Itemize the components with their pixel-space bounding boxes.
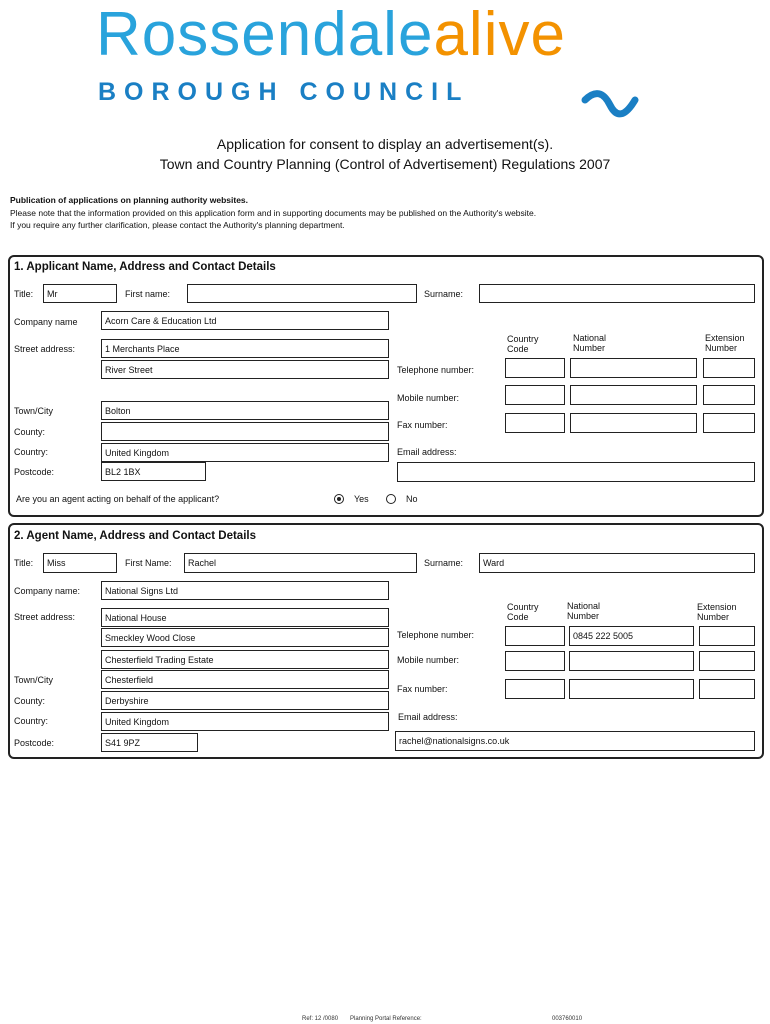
applicant-country-label: Country:	[14, 447, 49, 457]
logo-name-main: Rossendale	[96, 0, 434, 69]
applicant-telephone-extension[interactable]	[703, 358, 755, 378]
agent-yes-radio[interactable]	[334, 494, 344, 504]
applicant-postcode-input[interactable]: BL2 1BX	[101, 462, 206, 481]
applicant-postcode-label: Postcode:	[14, 467, 55, 477]
agent-mobile-country-code[interactable]	[505, 651, 565, 671]
agent-street-label: Street address:	[14, 612, 76, 622]
agent-section-title: 2. Agent Name, Address and Contact Details	[14, 530, 256, 542]
agent-fax-national[interactable]	[569, 679, 694, 699]
agent-no-label: No	[406, 494, 418, 504]
applicant-fax-extension[interactable]	[703, 413, 755, 433]
applicant-telephone-national[interactable]	[570, 358, 697, 378]
agent-country-input[interactable]: United Kingdom	[101, 712, 389, 731]
agent-telephone-label: Telephone number:	[397, 630, 475, 640]
applicant-mobile-country-code[interactable]	[505, 385, 565, 405]
applicant-fax-label: Fax number:	[397, 420, 448, 430]
applicant-section-title: 1. Applicant Name, Address and Contact Details	[14, 261, 276, 273]
agent-telephone-extension[interactable]	[699, 626, 755, 646]
logo-swoosh-icon	[580, 80, 640, 130]
applicant-email-label: Email address:	[397, 447, 457, 457]
agent-first-name-input[interactable]: Rachel	[184, 553, 417, 573]
agent-telephone-national[interactable]: 0845 222 5005	[569, 626, 694, 646]
applicant-surname-input[interactable]	[479, 284, 755, 303]
applicant-company-label: Company name	[14, 317, 78, 327]
agent-email-label: Email address:	[398, 712, 458, 722]
applicant-col-country-code: Country Code	[507, 334, 539, 354]
applicant-county-input[interactable]	[101, 422, 389, 441]
applicant-fax-country-code[interactable]	[505, 413, 565, 433]
applicant-email-input[interactable]	[397, 462, 755, 482]
applicant-title-input[interactable]: Mr	[43, 284, 117, 303]
agent-postcode-label: Postcode:	[14, 738, 55, 748]
applicant-fax-national[interactable]	[570, 413, 697, 433]
notice-line-2: If you require any further clarification, please contact the Authority's planning department.	[10, 220, 345, 230]
agent-col-national-number: National Number	[567, 601, 601, 621]
page-subtitle: Town and Country Planning (Control of Advertisement) Regulations 2007	[159, 156, 611, 172]
applicant-company-input[interactable]: Acorn Care & Education Ltd	[101, 311, 389, 330]
agent-town-label: Town/City	[14, 675, 54, 685]
applicant-country-input[interactable]: United Kingdom	[101, 443, 389, 462]
agent-town-input[interactable]: Chesterfield	[101, 670, 389, 689]
applicant-telephone-country-code[interactable]	[505, 358, 565, 378]
applicant-mobile-national[interactable]	[570, 385, 697, 405]
agent-question: Are you an agent acting on behalf of the applicant?	[16, 494, 220, 504]
agent-title-label: Title:	[14, 558, 34, 568]
agent-county-input[interactable]: Derbyshire	[101, 691, 389, 710]
logo-subtitle: BOROUGH COUNCIL	[98, 78, 470, 106]
agent-street-line3-input[interactable]: Chesterfield Trading Estate	[101, 650, 389, 669]
agent-company-input[interactable]: National Signs Ltd	[101, 581, 389, 600]
applicant-surname-label: Surname:	[424, 289, 464, 299]
agent-telephone-country-code[interactable]	[505, 626, 565, 646]
applicant-mobile-label: Mobile number:	[397, 393, 460, 403]
agent-company-label: Company name:	[14, 586, 81, 596]
applicant-first-name-input[interactable]	[187, 284, 417, 303]
logo-wordmark	[96, 0, 566, 69]
applicant-town-input[interactable]: Bolton	[101, 401, 389, 420]
agent-mobile-national[interactable]	[569, 651, 694, 671]
agent-fax-country-code[interactable]	[505, 679, 565, 699]
agent-street-line2-input[interactable]: Smeckley Wood Close	[101, 628, 389, 647]
applicant-col-extension-number: Extension Number	[705, 333, 745, 353]
agent-country-label: Country:	[14, 716, 49, 726]
applicant-telephone-label: Telephone number:	[397, 365, 475, 375]
applicant-first-name-label: First name:	[125, 289, 171, 299]
agent-surname-input[interactable]: Ward	[479, 553, 755, 573]
agent-yes-label: Yes	[354, 494, 369, 504]
applicant-col-national-number: National Number	[573, 333, 607, 353]
logo-name-accent: alive	[433, 0, 566, 69]
page-title: Application for consent to display an advertisement(s).	[216, 136, 554, 152]
footer-portal-ref: 003760010	[552, 1016, 583, 1022]
footer-portal-label: Planning Portal Reference:	[350, 1016, 422, 1022]
applicant-street-line1-input[interactable]: 1 Merchants Place	[101, 339, 389, 358]
agent-surname-label: Surname:	[424, 558, 464, 568]
applicant-town-label: Town/City	[14, 406, 54, 416]
applicant-street-line2-input[interactable]: River Street	[101, 360, 389, 379]
agent-street-line1-input[interactable]: National House	[101, 608, 389, 627]
footer-ref: Ref: 12 /0080	[302, 1016, 339, 1022]
agent-first-name-label: First Name:	[125, 558, 172, 568]
agent-title-input[interactable]: Miss	[43, 553, 117, 573]
applicant-title-label: Title:	[14, 289, 34, 299]
agent-mobile-label: Mobile number:	[397, 655, 460, 665]
notice-line-1: Please note that the information provided on this application form and in supporting documents may be published on the Authority's website.	[10, 208, 537, 218]
applicant-mobile-extension[interactable]	[703, 385, 755, 405]
agent-fax-extension[interactable]	[699, 679, 755, 699]
agent-mobile-extension[interactable]	[699, 651, 755, 671]
notice-heading: Publication of applications on planning authority websites.	[10, 195, 249, 205]
agent-postcode-input[interactable]: S41 9PZ	[101, 733, 198, 752]
agent-no-radio[interactable]	[386, 494, 396, 504]
applicant-street-label: Street address:	[14, 344, 76, 354]
agent-col-country-code: Country Code	[507, 602, 539, 622]
applicant-county-label: County:	[14, 427, 46, 437]
agent-county-label: County:	[14, 696, 46, 706]
agent-col-extension-number: Extension Number	[697, 602, 737, 622]
agent-email-input[interactable]: rachel@nationalsigns.co.uk	[395, 731, 755, 751]
agent-fax-label: Fax number:	[397, 684, 448, 694]
